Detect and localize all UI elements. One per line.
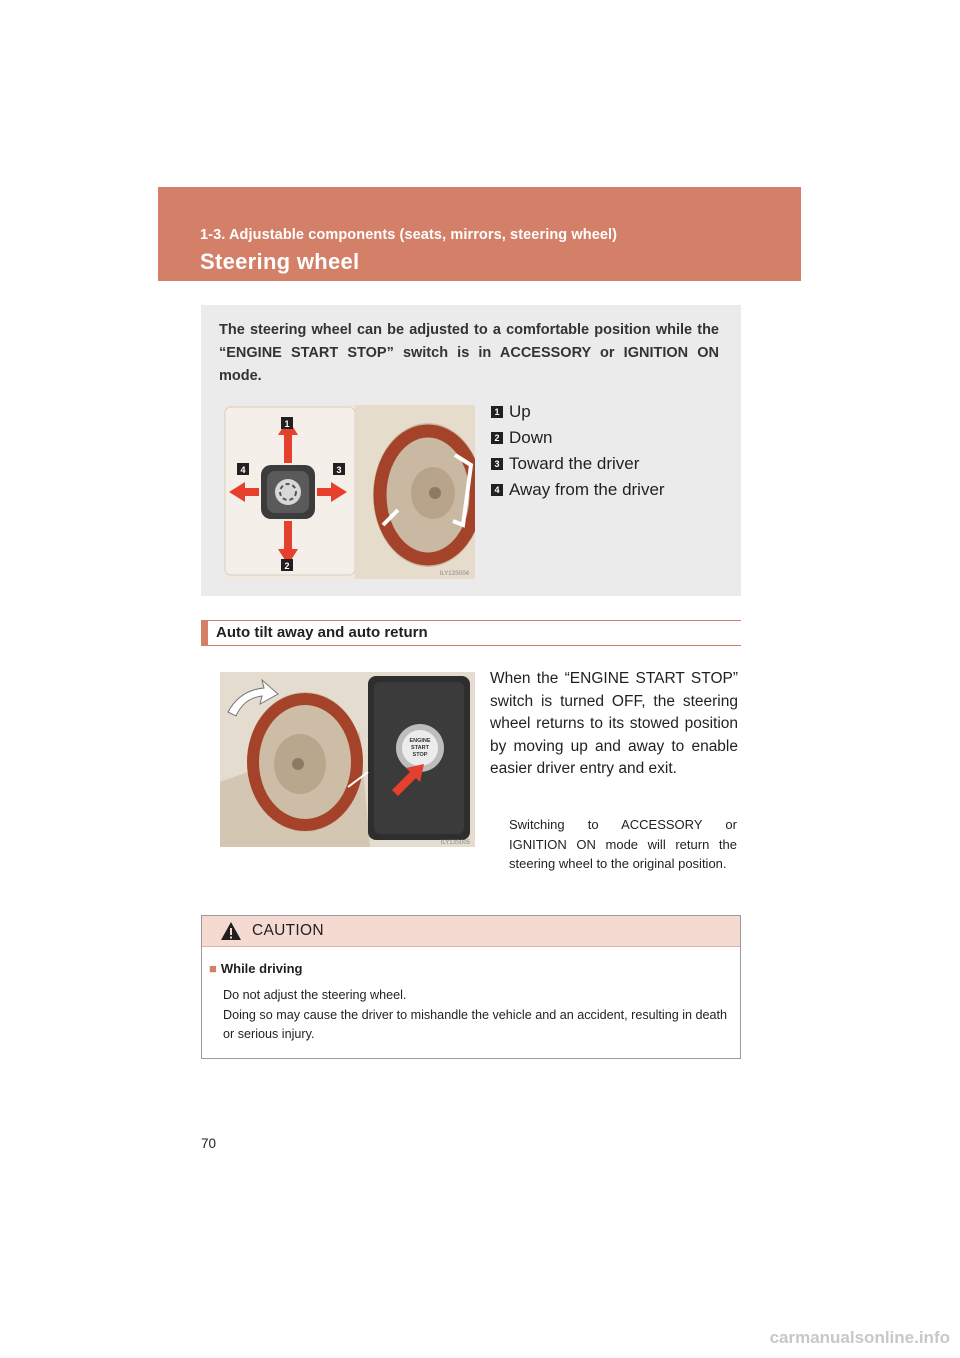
legend-label: Down [509, 428, 553, 447]
legend-item [491, 451, 731, 477]
number-badge: 2 [491, 432, 503, 444]
caution-subheading [209, 961, 302, 976]
heading-marker [201, 621, 208, 645]
adjust-legend [491, 399, 731, 503]
legend-item [491, 477, 731, 503]
square-bullet-icon: ■ [209, 961, 217, 976]
caution-header [202, 916, 740, 947]
legend-item [491, 399, 731, 425]
svg-text:1: 1 [284, 419, 290, 429]
legend-label: Toward the driver [509, 454, 640, 473]
caution-subheading-text: While driving [220, 961, 303, 976]
watermark: carmanualsonline.info [769, 1328, 950, 1347]
steering-adjust-illustration [223, 405, 475, 579]
legend-label: Up [509, 402, 531, 421]
warning-triangle-icon [220, 921, 242, 941]
svg-text:4: 4 [240, 465, 246, 475]
legend-item [491, 425, 731, 451]
caution-box [201, 915, 741, 1059]
start-button-text: STOP [412, 752, 428, 758]
auto-tilt-description: When the “ENGINE START STOP” switch is turned OFF, the steering wheel returns to its stowed position by moving up and away to enable easier driver entry and exit. [490, 670, 738, 777]
caution-line: Doing so may cause the driver to mishandle the vehicle and an accident, resulting in death or serious injury. [223, 1007, 728, 1041]
subsection-heading [201, 620, 741, 646]
header-band [158, 187, 801, 281]
legend-label: Away from the driver [509, 480, 665, 499]
svg-text:2: 2 [284, 561, 290, 571]
intro-box [201, 305, 741, 596]
start-button-text: ENGINE [409, 738, 431, 744]
section-label: 1-3. Adjustable components (seats, mirrors, steering wheel) [200, 227, 618, 243]
svg-text:3: 3 [336, 465, 342, 475]
number-badge: 1 [491, 406, 503, 418]
steering-adjust-figure [223, 405, 475, 579]
start-button-text: START [411, 745, 429, 751]
caution-body [223, 986, 739, 1045]
figure-code: ILY13S005 [440, 840, 470, 846]
auto-return-note: Switching to ACCESSORY or IGNITION ON mode will return the steering wheel to the original position. [509, 817, 737, 871]
intro-text: The steering wheel can be adjusted to a comfortable position while the “ENGINE START STOP” switch is in ACCESSORY or IGNITION ON mode. [219, 322, 719, 384]
subsection-title: Auto tilt away and auto return [216, 624, 428, 641]
caution-title: CAUTION [252, 922, 324, 939]
figure-code: ILY13S004 [439, 571, 469, 577]
number-badge: 3 [491, 458, 503, 470]
page-number: 70 [201, 1136, 217, 1151]
caution-line: Do not adjust the steering wheel. [223, 988, 407, 1002]
page-title: Steering wheel [200, 249, 360, 274]
auto-tilt-figure [220, 672, 475, 847]
auto-tilt-illustration [220, 672, 475, 847]
number-badge: 4 [491, 484, 503, 496]
